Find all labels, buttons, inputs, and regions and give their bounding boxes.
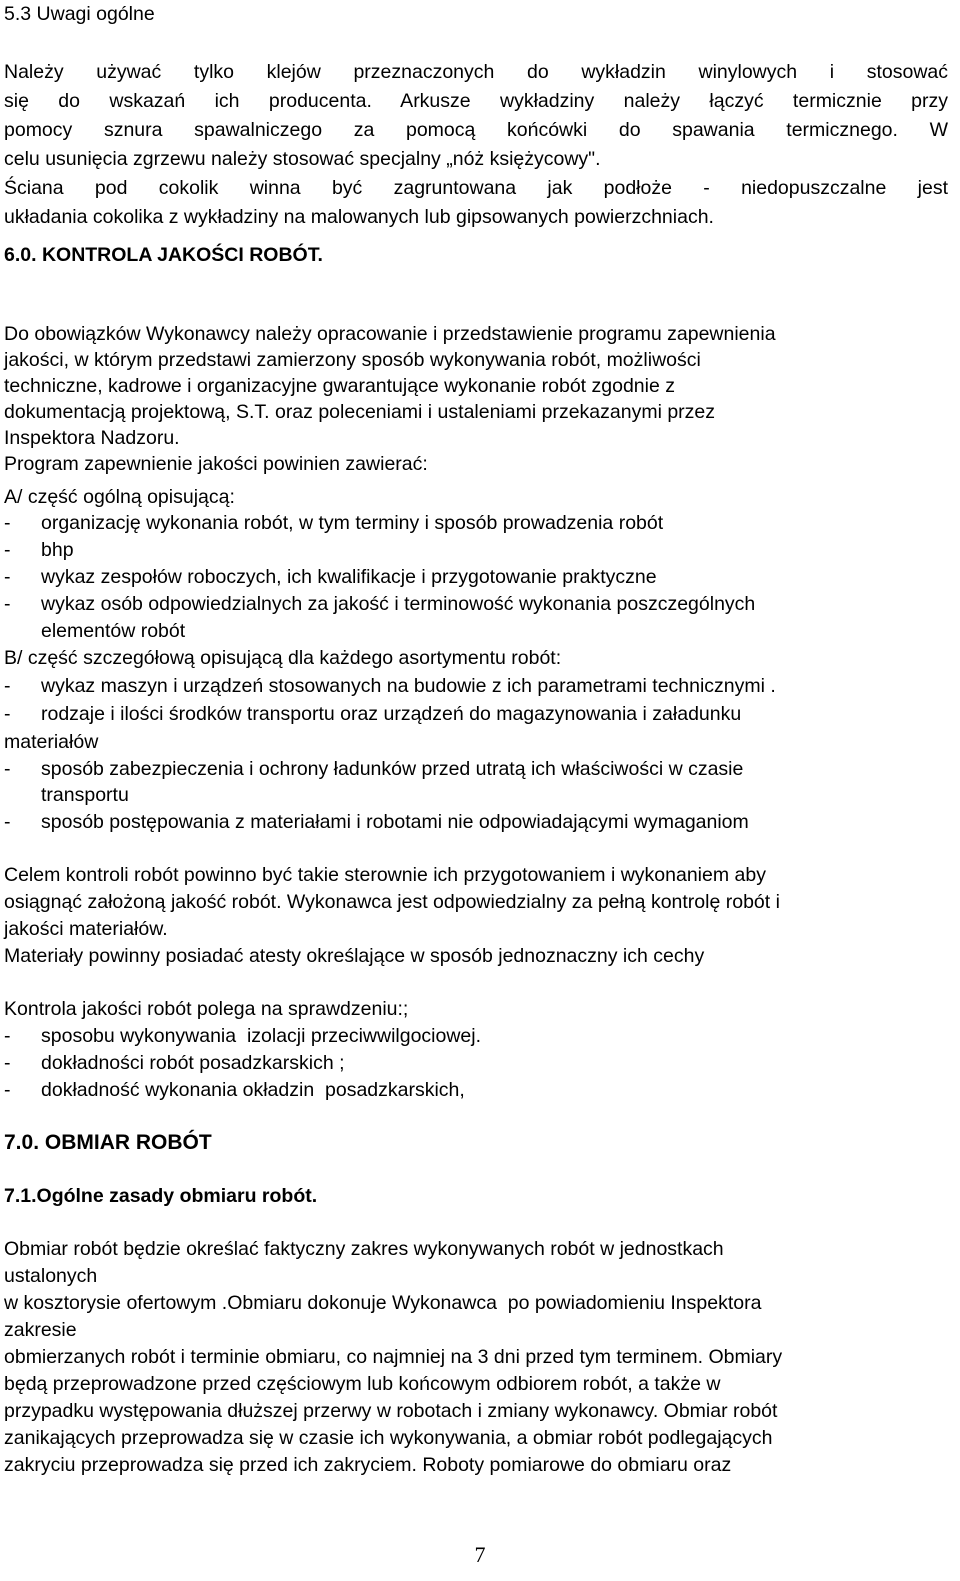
- list-dash: -: [4, 539, 11, 561]
- text-line: układania cokolika z wykładziny na malowanych lub gipsowanych powierzchniach.: [4, 206, 714, 228]
- text-line: Obmiar robót będzie określać faktyczny zakres wykonywanych robót w jednostkach: [4, 1238, 724, 1260]
- text-line: Materiały powinny posiadać atesty określające w sposób jednoznaczny ich cechy: [4, 945, 705, 967]
- text-line: w kosztorysie ofertowym .Obmiaru dokonuje Wykonawca po powiadomieniu Inspektora: [4, 1292, 762, 1314]
- text-line: Inspektora Nadzoru.: [4, 427, 180, 449]
- list-dash: -: [4, 1025, 11, 1047]
- text-line: obmierzanych robót i terminie obmiaru, co najmniej na 3 dni przed tym terminem. Obmiary: [4, 1346, 783, 1368]
- text-line: B/ część szczegółową opisującą dla każdego asortymentu robót:: [4, 647, 562, 669]
- subsection-heading-7-1: 7.1.Ogólne zasady obmiaru robót.: [4, 1185, 318, 1207]
- page-number: 7: [474, 1542, 486, 1567]
- list-item: wykaz maszyn i urządzeń stosowanych na budowie z ich parametrami technicznymi .: [41, 675, 776, 697]
- list-item: sposobu wykonywania izolacji przeciwwilgociowej.: [41, 1025, 482, 1047]
- list-item: wykaz osób odpowiedzialnych za jakość i terminowość wykonania poszczególnych: [41, 593, 756, 615]
- list-dash: -: [4, 811, 11, 833]
- section-heading-7: 7.0. OBMIAR ROBÓT: [4, 1131, 212, 1154]
- text-line: się do wskazań ich producenta. Arkusze wykładziny należy łączyć termicznie przy: [4, 90, 948, 112]
- section-heading-6: 6.0. KONTROLA JAKOŚCI ROBÓT.: [4, 244, 323, 266]
- text-line: dokumentacją projektową, S.T. oraz poleceniami i ustaleniami przekazanymi przez: [4, 401, 715, 423]
- text-line: jakości, w którym przedstawi zamierzony sposób wykonywania robót, możliwości: [4, 349, 701, 371]
- list-item-continued: materiałów: [4, 731, 99, 753]
- text-line: techniczne, kadrowe i organizacyjne gwarantujące wykonanie robót zgodnie z: [4, 375, 675, 397]
- text-line: celu usunięcia zgrzewu należy stosować specjalny „nóż księżycowy".: [4, 148, 601, 170]
- list-item-continued: elementów robót: [41, 620, 186, 642]
- list-dash: -: [4, 675, 11, 697]
- text-line: zakryciu przeprowadza się przed ich zakryciem. Roboty pomiarowe do obmiaru oraz: [4, 1454, 732, 1476]
- text-line: Program zapewnienie jakości powinien zawierać:: [4, 453, 428, 475]
- text-line: Ściana pod cokolik winna być zagruntowana jak podłoże - niedopuszczalne jest: [4, 177, 948, 199]
- list-item: rodzaje i ilości środków transportu oraz urządzeń do magazynowania i załadunku: [41, 703, 742, 725]
- list-item: sposób zabezpieczenia i ochrony ładunków przed utratą ich właściwości w czasie: [41, 758, 744, 780]
- list-dash: -: [4, 703, 11, 725]
- text-line: przypadku występowania dłuższej przerwy w robotach i zmiany wykonawcy. Obmiar robót: [4, 1400, 778, 1422]
- text-line: A/ część ogólną opisującą:: [4, 486, 235, 508]
- list-dash: -: [4, 566, 11, 588]
- list-dash: -: [4, 1079, 11, 1101]
- list-item: dokładność wykonania okładzin posadzkarskich,: [41, 1079, 465, 1101]
- list-dash: -: [4, 1052, 11, 1074]
- text-line: zakresie: [4, 1319, 77, 1341]
- text-line: pomocy sznura spawalniczego za pomocą końcówki do spawania termicznego. W: [4, 119, 948, 141]
- text-line: Należy używać tylko klejów przeznaczonych do wykładzin winylowych i stosować: [4, 61, 948, 83]
- text-line: zanikających przeprowadza się w czasie ich wykonywania, a obmiar robót podlegających: [4, 1427, 773, 1449]
- text-line: będą przeprowadzone przed częściowym lub końcowym odbiorem robót, a także w: [4, 1373, 721, 1395]
- list-dash: -: [4, 512, 11, 534]
- text-line: Do obowiązków Wykonawcy należy opracowanie i przedstawienie programu zapewnienia: [4, 323, 776, 345]
- list-dash: -: [4, 593, 11, 615]
- text-line: osiągnąć założoną jakość robót. Wykonawca jest odpowiedzialny za pełną kontrolę robót i: [4, 891, 780, 913]
- text-line: jakości materiałów.: [4, 918, 168, 940]
- list-item: bhp: [41, 539, 74, 561]
- text-line: Celem kontroli robót powinno być takie sterownie ich przygotowaniem i wykonaniem aby: [4, 864, 766, 886]
- list-item: wykaz zespołów roboczych, ich kwalifikacje i przygotowanie praktyczne: [41, 566, 657, 588]
- list-item-continued: transportu: [41, 784, 129, 806]
- list-item: organizację wykonania robót, w tym terminy i sposób prowadzenia robót: [41, 512, 664, 534]
- text-line: Kontrola jakości robót polega na sprawdzeniu:;: [4, 998, 409, 1020]
- list-dash: -: [4, 758, 11, 780]
- list-item: sposób postępowania z materiałami i robotami nie odpowiadającymi wymaganiom: [41, 811, 749, 833]
- list-item: dokładności robót posadzkarskich ;: [41, 1052, 345, 1074]
- section-heading-5-3: 5.3 Uwagi ogólne: [4, 3, 155, 25]
- text-line: ustalonych: [4, 1265, 98, 1287]
